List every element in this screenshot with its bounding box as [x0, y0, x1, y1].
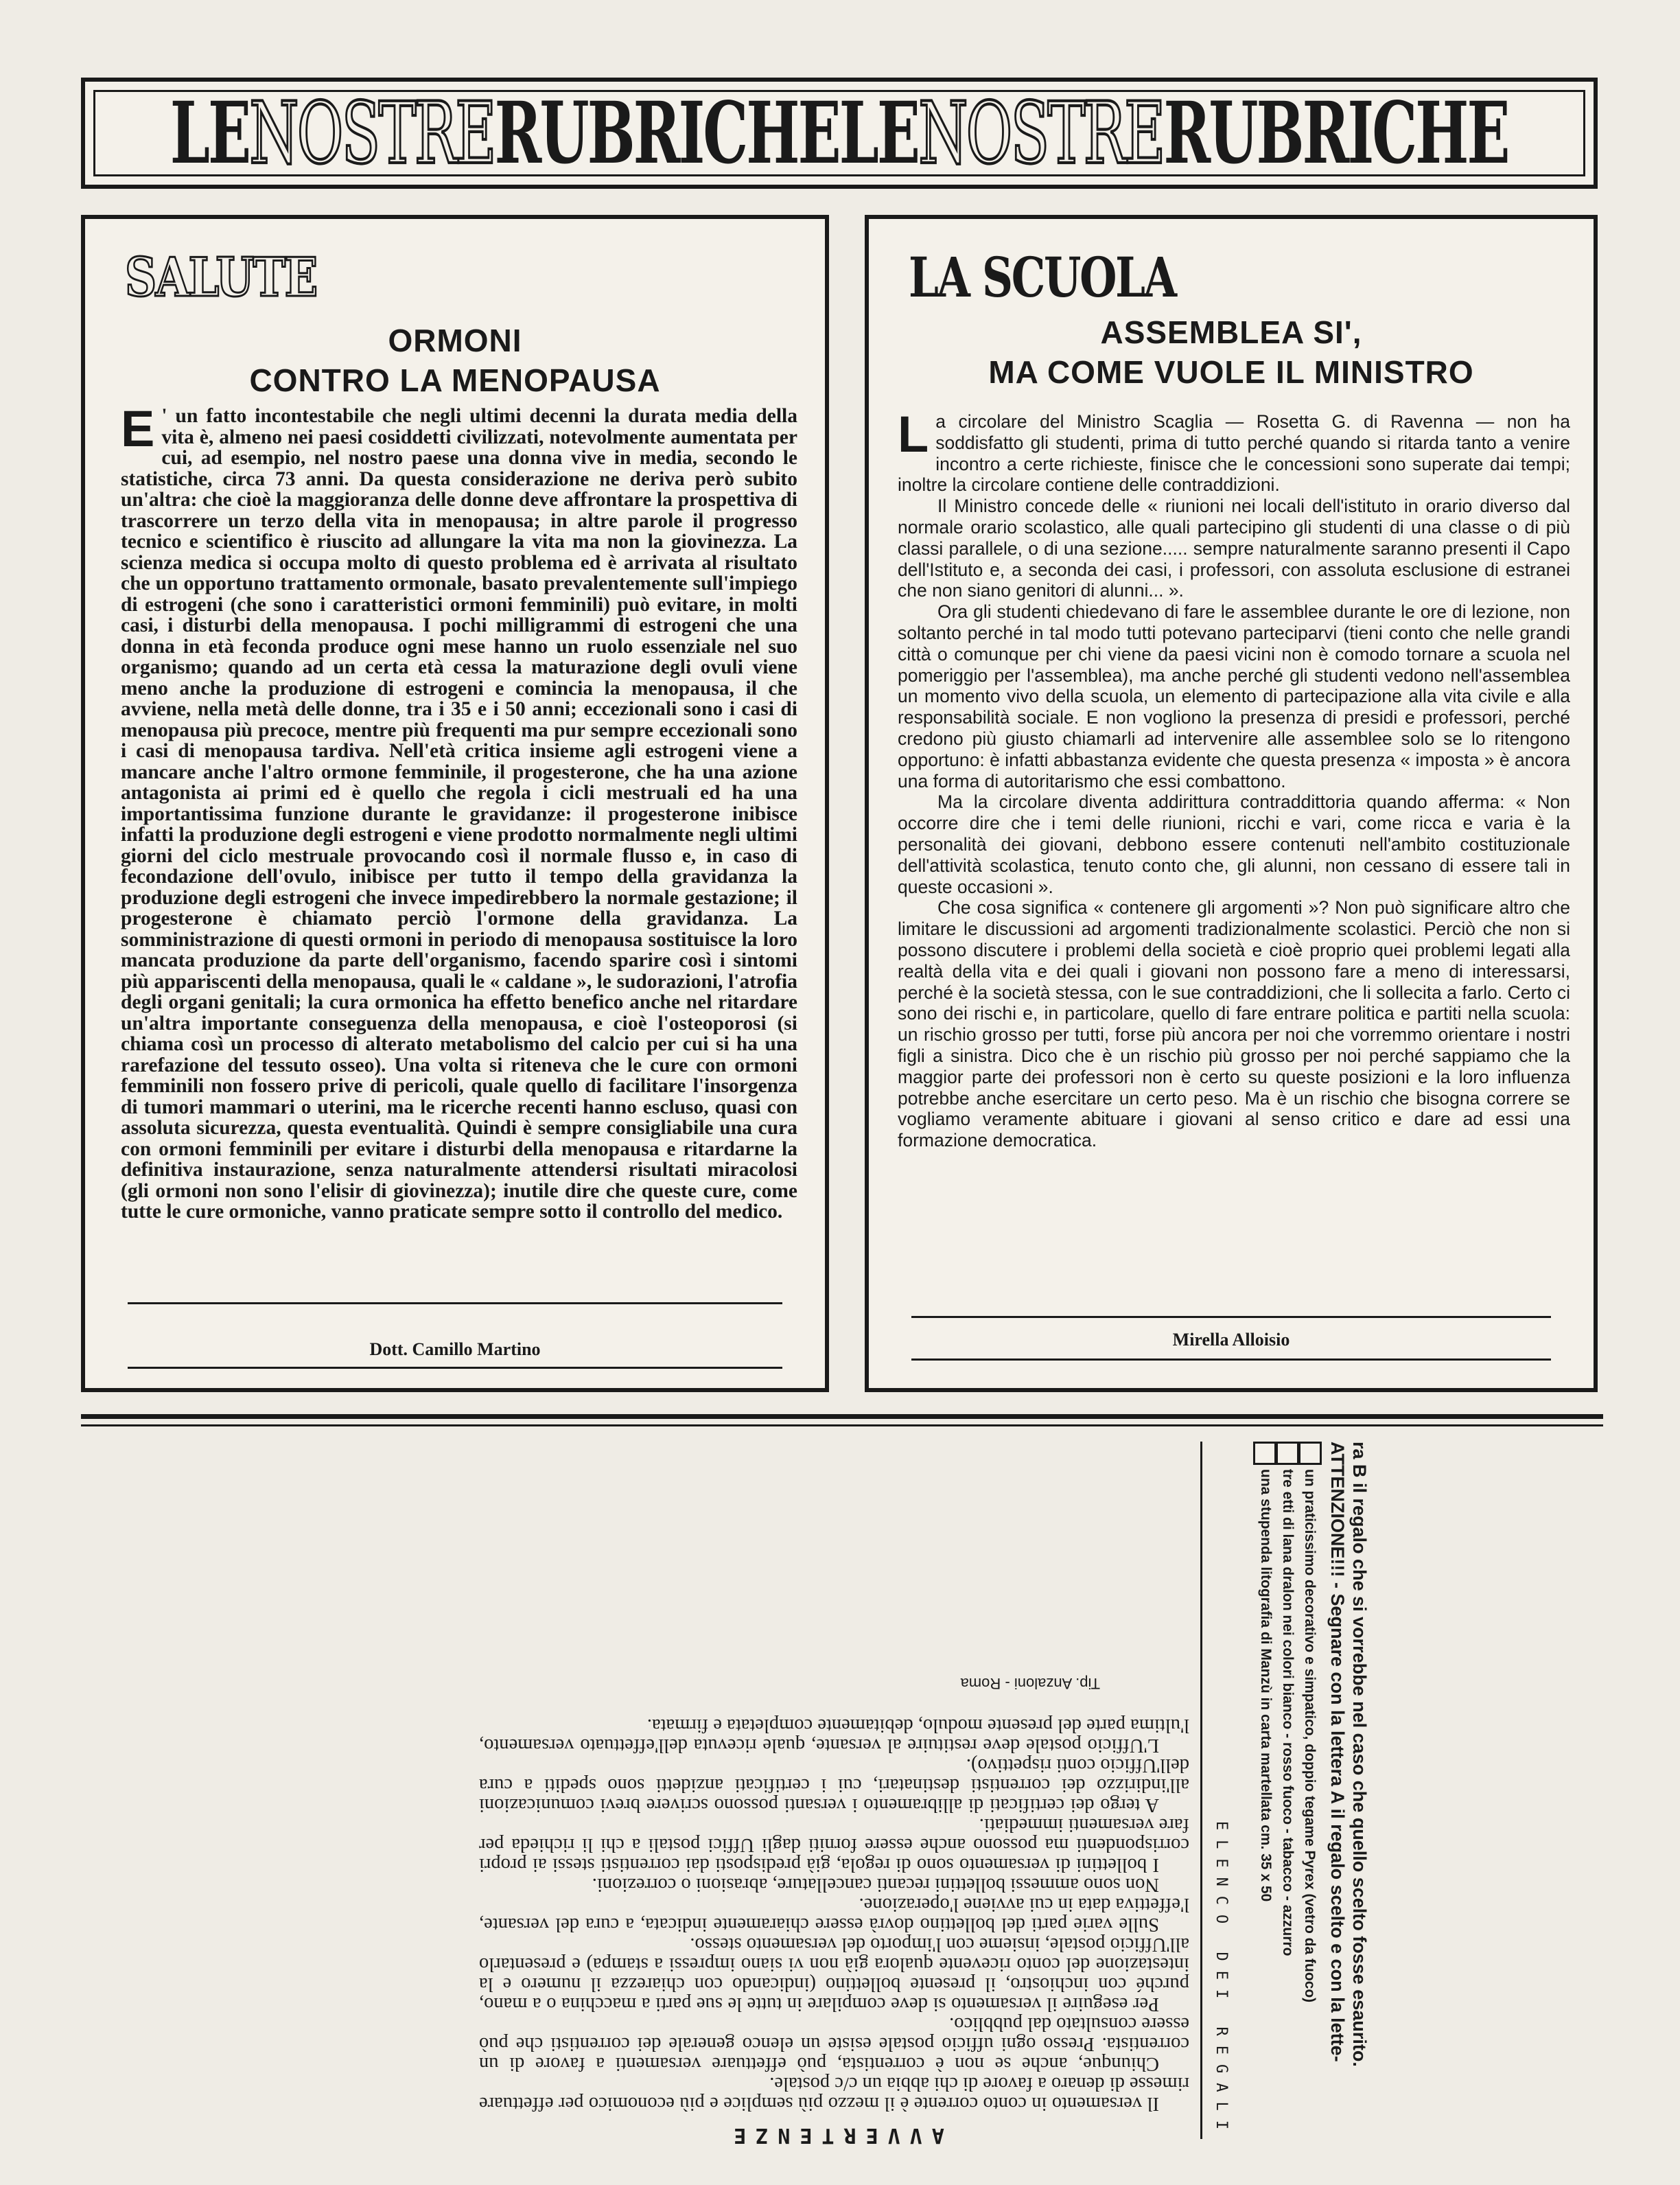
scuola-paragraph-4: Ma la circolare diventa addirittura contraddittoria quando afferma: « Non occorre dire che i temi delle riunioni, ricchi e vari, come ricca e varia è la personalità dei giovani, debbono essere contenuti nell'ambito costituzionale dell'attività scolastica, tenuto conto che, gli alunni, non cessano di essere tali in queste occasioni ». [898, 791, 1570, 897]
salute-article-text: ' un fatto incontestabile che negli ultimi decenni la durata media della vita è, almeno nei paesi cosiddetti civilizzati, notevolmente aumentata per cui, ad esempio, nel nostro paese una donna vive in media, secondo le statistiche, circa 73 anni. Da questa considerazione ne deriva però subito un'altra: che cioè la maggioranza delle donne deve affrontare la prospettiva di trascorrere un terzo della vita in menopausa; in altre parole il progresso tecnico e scientifico è riuscito ad allungare la vita ma non la giovinezza. La scienza medica si occupa molto di questo problema ed è arrivata al risultato che un opportuno trattamento ormonale, basato prevalentemente sull'impiego di estrogeni (che sono i caratteristici ormoni femminili) può evitare, in molti casi, i disturbi della menopausa. I pochi milligrammi di estrogeni che una donna in età feconda produce ogni mese hanno un ruolo essenziale nel suo organismo; quando ad un certa età cessa la maturazione degli ovuli viene meno anche la produzione di estrogeni e comincia la menopausa, il che avviene, nella metà delle donne, tra i 35 e i 50 anni; eccezionali sono i casi di menopausa più precoce, mentre più frequenti ma pur sempre eccezionali sono i casi di menopausa tardiva. Nell'età critica insieme agli estrogeni viene a mancare anche l'altro ormone femminile, il progesterone, che ha una azione antagonista ai primi ed è quello che regola i cicli mestruali ed ha una importantissima funzione durante le gravidanze: il progesterone inibisce infatti la produzione degli estrogeni e viene prodotto normalmente negli ultimi giorni del ciclo mestruale provocando così il normale flusso e, in caso di fecondazione dell'ovulo, inibisce per tutto il tempo della gravidanza la produzione degli estrogeni che invece impedirebbero la normale gestazione; il progesterone è chiamato perciò l'ormone della gravidanza. La somministrazione di questi ormoni in periodo di menopausa sostituisce la loro mancata produzione da parte dell'organismo, facendo sparire così i sintomi più appariscenti della menopausa, quali le « caldane », le sudorazioni, l'atrofia degli organi genitali; la cura ormonica ha effetto benefico anche nel ritardare un'altra importante conseguenza della menopausa, e cioè l'osteoporosi (si chiama così un processo di alterato metabolismo del calcio per cui si ha una rarefazione del tessuto osseo). Una volta si riteneva che le cure con ormoni femminili non fossero prive di pericoli, quale quello di facilitare l'insorgenza di tumori mammari o uterini, ma le ricerche recenti hanno escluso, quasi con assoluta sicurezza, questa eventualità. Quindi è sempre consigliabile una cura con ormoni femminili per evitare i disturbi della menopausa e ritardarne la definitiva instaurazione, senza naturalmente attendersi risultati miracolosi (gli ormoni non sono l'elisir di giovinezza); inutile dire che queste cure, come tutte le cure ormoniche, vanno praticate sempre sotto il controllo del medico. [121, 405, 797, 1223]
avvertenze-paragraph-8: L'Ufficio postale deve restituire al versante, quale ricevuta dell'effettuato versamento, l'ultima parte del presente modulo, debitamente completata e firmata. [479, 1715, 1189, 1756]
avvertenze-paragraph-1: Il versamento in conto corrente è il mezzo più semplice e più economico per effettuare rimesse di denaro a favore di chi abbia un c/c postale. [479, 2073, 1189, 2114]
salute-column [81, 215, 829, 1392]
scuola-signature-rule-bottom [911, 1359, 1551, 1361]
scuola-column [865, 215, 1598, 1392]
regali-item-1: una stupenda litografia di Manzù in carta martellata cm. 35 x 50 [1258, 1469, 1274, 1902]
masthead-segment-1: LE [170, 90, 250, 176]
regali-block [1146, 1442, 1565, 2139]
scuola-dropcap: L [898, 406, 929, 463]
scuola-headline-line1: ASSEMBLEA SI', [1100, 314, 1362, 350]
gift-checkbox-3[interactable] [1298, 1442, 1322, 1465]
salute-headline-line2: CONTRO LA MENOPAUSA [249, 362, 661, 398]
scuola-rubric: LA SCUOLA [909, 245, 1176, 310]
masthead-title [170, 91, 1508, 176]
salute-author: Dott. Camillo Martino [369, 1339, 541, 1359]
section-divider-thick [81, 1414, 1603, 1419]
scuola-paragraph-5: Che cosa significa « contenere gli argomenti »? Non può significare altro che limitare le discussioni ad argomenti tradizionalmente scolastici. Perciò che non si possono discutere i problemi della società e cioè proprio quei problemi legati alla realtà della vita e dei quali i giovani non possono fare a meno di interessarsi, perché è la società stessa, con le sue contraddizioni, che li sollecita a farlo. Certo ci sono dei rischi e, in particolare, quello di fare entrare politica e partiti nella scuola: un rischio grosso per tutti, forse più ancora per noi che vorremmo orientare i nostri figli a sinistra. Dico che è un rischio più grosso per noi perché sappiamo che la maggior parte dei professori non è certo su queste posizioni e la loro influenza potrebbe anche esercitare un certo peso. Ma è un rischio che bisogna correre se vogliamo veramente abituare i giovani al senso critico e dare ad essi una formazione democratica. [898, 897, 1570, 1151]
scuola-headline-line2: MA COME VUOLE IL MINISTRO [988, 354, 1474, 390]
salute-rubric: SALUTE [125, 246, 317, 309]
regali-warning-line2: ra B il regalo che si vorrebbe nel caso che quello scelto fosse esaurito. [1349, 1442, 1370, 2067]
scuola-paragraph-1-text: a circolare del Ministro Scaglia — Rosetta G. di Ravenna — non ha soddisfatto gli studenti, prima di tutto perché quando si ritarda tanto a venire incontro a certe richieste, finisce che le concessioni sono superate dai tempi; inoltre la circolare contiene delle contraddizioni. [898, 411, 1570, 496]
salute-headline-line1: ORMONI [388, 323, 522, 358]
avvertenze-paragraph-2: Chiunque, anche se non è correntista, può effettuare versamenti a favore di un correntista. Presso ogni ufficio postale esiste un elenco generale dei correntisti che può essere consultato dal pubblico. [479, 2013, 1189, 2074]
printer-credit: Tip. Anzaloni - Roma [960, 1675, 1100, 1692]
avvertenze-block [479, 1454, 1189, 2147]
masthead-segment-2: NOSTRE [249, 90, 495, 176]
masthead-segment-6: RUBRICHE [1163, 90, 1508, 176]
salute-dropcap: E [121, 400, 155, 457]
gift-checkbox-2[interactable] [1276, 1442, 1299, 1465]
scuola-paragraph-2: Il Ministro concede delle « riunioni nei locali dell'istituto in orario diverso dal normale orario scolastico, alle quali partecipino gli studenti di una classe o di più classi parallele, o di una sezione..... sempre naturalmente saranno presenti il Capo dell'Istituto e, a seconda dei casi, i professori, con assoluta esclusione di estranei che non siano genitori di alunni... ». [898, 496, 1570, 601]
avvertenze-paragraph-5: Non sono ammessi bollettini recanti cancellature, abrasioni o correzioni. [592, 1874, 1159, 1895]
scuola-signature-rule-top [911, 1316, 1551, 1318]
gift-checkbox-1[interactable] [1253, 1442, 1276, 1465]
scuola-paragraph-3: Ora gli studenti chiedevano di fare le assemblee durante le ore di lezione, non soltanto perché in tal modo tutti potevano parteciparvi (tieni conto che nelle grandi città o comunque per chi viene da paesi vicini non è comodo tornare a scuola nel pomeriggio per l'assemblea), ma anche perché gli studenti vedono nell'assemblea un momento vivo della scuola, un elemento di partecipazione alla vita civile e alla responsabilità sociale. E non vogliono la presenza di presidi e professori, perché credono più giusto chiamarli ad intervenire alle assemblee solo se lo ritengono opportuno: è infatti abbastanza evidente che questa presenza « imposta » è ancora una forma di autoritarismo che essi combattono. [898, 601, 1570, 791]
masthead-segment-4: LE [839, 90, 919, 176]
masthead-segment-3: RUBRICHE [494, 90, 839, 176]
avvertenze-body [479, 1715, 1189, 2114]
regali-title: ELENCO DEI REGALI [1213, 1820, 1230, 2139]
regali-item-3: un praticissimo decorativo e simpatico, doppio tegame Pyrex (vetro da fuoco) [1302, 1469, 1318, 2003]
avvertenze-paragraph-6: I bollettini di versamento sono di regola, già predisposti dai correntisti stessi ai propri corrispondenti ma possono anche essere forniti dagli Uffici postali a chi li richieda per fare versamenti immediati. [479, 1814, 1189, 1875]
avvertenze-paragraph-3: Per eseguire il versamento si deve compilare in tutte le sue parti a macchina o a mano, purché con inchiostro, il presente bollettino (indicando con chiarezza il numero e la intestazione del conto ricevente qualora già non vi siano impressi a stampa) e presentarlo all'Ufficio postale, insieme con l'importo del versamento stesso. [479, 1934, 1189, 2015]
salute-article-body [121, 400, 797, 1223]
salute-signature-rule-top [128, 1302, 782, 1304]
masthead [81, 78, 1598, 189]
section-divider-thin [81, 1424, 1603, 1426]
avvertenze-paragraph-4: Sulle varie parti del bollettino dovrà essere chiaramente indicata, a cura del versante, l'effettiva data in cui avviene l'operazione. [479, 1894, 1189, 1935]
masthead-segment-5: NOSTRE [918, 90, 1164, 176]
avvertenze-title: AVVERTENZE [724, 2123, 944, 2147]
regali-warning-line1: ATTENZIONE!!! - Segnare con la lettera A il regalo scelto e con la lette- [1327, 1442, 1348, 2062]
salute-signature-rule-bottom [128, 1367, 782, 1369]
scuola-article-body [898, 406, 1570, 1151]
regali-item-2: tre etti di lana dralon nei colori bianco - rosso fuoco - tabacco - azzurro [1280, 1469, 1296, 1956]
regali-rule [1200, 1442, 1202, 2139]
avvertenze-paragraph-7: A tergo dei certificati di allibramento i versanti possono scrivere brevi comunicazioni all'indirizzo dei correntisti destinatari, cui i certificati anzidetti sono spediti a cura dell'Ufficio conti rispettivo). [479, 1755, 1189, 1816]
masthead-frame [93, 90, 1585, 176]
scuola-paragraph-1 [898, 406, 1570, 496]
scuola-author: Mirella Alloisio [1172, 1330, 1290, 1350]
